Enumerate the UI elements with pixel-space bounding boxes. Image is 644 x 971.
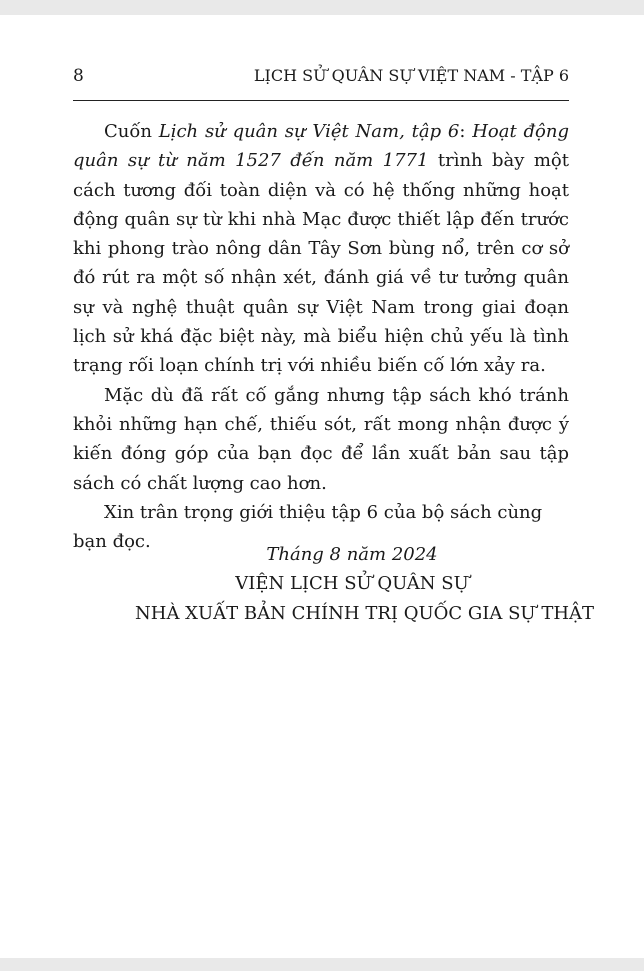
paragraph-intro [73,117,569,381]
intro-colon: : [459,121,473,142]
paragraph-introduction: Xin trân trọng giới thiệu tập 6 của bộ sách cùng bạn đọc. [73,501,543,553]
signature-date: Tháng 8 năm 2024 [266,544,438,565]
intro-text-start: Cuốn [104,121,159,142]
signature-institute: VIỆN LỊCH SỬ QUÂN SỰ [235,573,469,595]
page-header [73,64,569,101]
page-number: 8 [73,66,84,86]
signature-publisher: NHÀ XUẤT BẢN CHÍNH TRỊ QUỐC GIA SỰ THẬT [135,602,595,624]
book-title: Lịch sử quân sự Việt Nam, tập 6 [158,121,460,142]
paragraph-apology: Mặc dù đã rất cố gắng nhưng tập sách khó tránh khỏi những hạn chế, thiếu sót, rất mong nhận được ý kiến đóng góp của bạn đọc để lần xuất bản sau tập sách có chất lượng cao hơn. [73,384,569,494]
body-text [73,117,569,556]
running-title: LỊCH SỬ QUÂN SỰ VIỆT NAM - TẬP 6 [253,66,569,85]
intro-text-rest: trình bày một cách tương đối toàn diện và có hệ thống những hoạt động quân sự từ khi nhà Mạc được thiết lập đến trước khi phong trào nông dân Tây Sơn bùng nổ, trên cơ sở đó rút ra một số nhận xét, đánh giá về tư tưởng quân sự và nghệ thuật quân sự Việt Nam trong giai đoạn lịch sử khá đặc biệt này, mà biểu hiện chủ yếu là tình trạng rối loạn chính trị với nhiều biến cố lớn xảy ra. [73,150,569,377]
book-subtitle: Hoạt động quân sự từ năm 1527 đến năm 1771 [73,121,569,172]
signature-block [73,540,643,628]
